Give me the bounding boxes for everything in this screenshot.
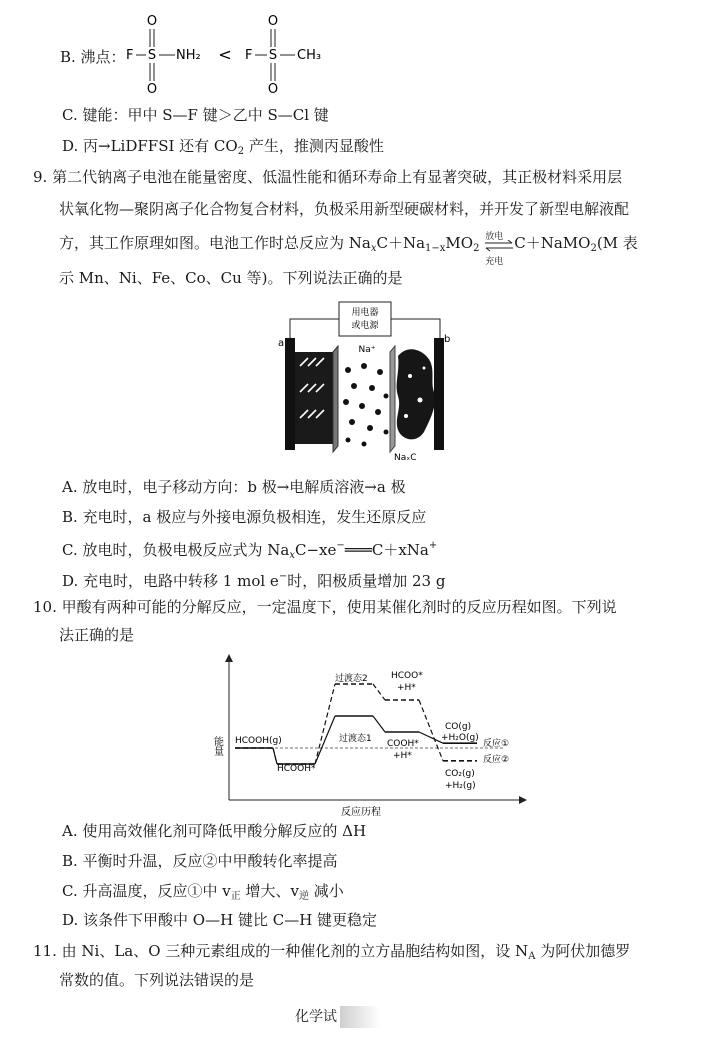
y-axis-arrow-icon: [225, 654, 233, 662]
q9-l3-e: (M 表: [596, 234, 638, 252]
q9-option-a: A. 放电时，电子移动方向：b 极→电解质溶液→a 极: [62, 478, 406, 496]
q8-d-text: D. 丙→LiDFFSI 还有 CO: [62, 137, 238, 155]
wire-left: [290, 319, 339, 338]
left-o-bottom: O: [146, 82, 158, 97]
q10-c-sub1: 正: [230, 891, 241, 902]
q9-l3-2: 2: [473, 243, 480, 254]
label-hcooh-ads: HCOOH*: [277, 764, 316, 774]
electrode-b-label: b: [444, 334, 451, 345]
q10-option-c: [62, 880, 344, 908]
device-label-2: 或电源: [351, 321, 379, 331]
label-prod2-a: CO₂(g): [445, 769, 475, 779]
left-nh2: NH₂: [176, 48, 201, 63]
naxc-label: NaₓC: [394, 453, 417, 463]
q9-c-x: x: [289, 550, 295, 561]
device-label-1: 用电器: [351, 308, 379, 318]
layered-cathode: [295, 352, 333, 444]
page-footer: 化学试: [295, 1009, 337, 1025]
electrode-a-label: a: [278, 338, 285, 349]
q10-option-a: A. 使用高效催化剂可降低甲酸分解反应的 ΔH: [62, 822, 367, 840]
battery-diagram: [270, 300, 460, 470]
q9-stem-line1: 9. 第二代钠离子电池在能量密度、低温性能和循环寿命上有显著突破，其正极材料采用层: [33, 168, 623, 186]
legend-reaction-1: 反应①: [483, 739, 510, 749]
q9-l3-d: C＋NaMO: [514, 234, 591, 252]
q10-c-c: 减小: [308, 882, 344, 900]
q10-c-a: C. 升高温度，反应①中 v: [62, 882, 231, 900]
left-s: S: [147, 48, 157, 63]
q9-c-minus: −: [336, 540, 345, 551]
q9-d-a: D. 充电时，电路中转移 1 mol e: [62, 572, 279, 590]
label-prod2-b: +H₂(g): [445, 781, 476, 791]
q9-l3-2b: 2: [590, 243, 597, 254]
label-hcooh-g: HCOOH(g): [235, 736, 282, 746]
arrow-top-label: 放电: [485, 232, 504, 242]
left-o-top: O: [146, 14, 158, 29]
q9-l3-a: 方，其工作原理如图。电池工作时总反应为 Na: [59, 234, 371, 252]
energy-connector-1-2: [373, 716, 385, 732]
q8-option-c: C. 键能：甲中 S—F 键＞乙中 S—Cl 键: [62, 106, 329, 124]
q11-l1-a: 11. 由 Ni、La、O 三种元素组成的一种催化剂的立方晶胞结构如图，设 N: [33, 942, 529, 960]
q9-option-d: [62, 566, 445, 592]
q9-l3-b: C＋Na: [376, 234, 426, 252]
q9-l3-sub: 1−x: [425, 243, 446, 254]
hard-carbon-anode: [397, 349, 435, 439]
q10-option-b: B. 平衡时升温，反应②中甲酸转化率提高: [62, 852, 338, 870]
q9-c-plus: +: [428, 540, 438, 551]
left-f: F: [126, 48, 134, 63]
q9-c-c: ═══C＋xNa: [344, 541, 429, 559]
energy-connector-1-3: [419, 732, 443, 743]
q8-d-sub: 2: [237, 146, 245, 157]
separator-right: [390, 346, 395, 452]
label-hcoo-1: HCOO*: [391, 671, 423, 681]
y-axis-label: 能量: [211, 736, 223, 756]
label-ts2: 过渡态2: [335, 674, 368, 684]
electrode-b: [434, 338, 444, 450]
q9-d-b: 时，阳极质量增加 23 g: [287, 572, 446, 590]
compare-sign: <: [218, 45, 232, 64]
q10-stem-line2: 法正确的是: [59, 626, 135, 644]
q11-l1-b: 为阿伏加德罗: [535, 942, 631, 960]
option-b-prefix: B. 沸点：: [60, 48, 126, 66]
separator-left: [333, 346, 338, 452]
q11-stem-line2: 常数的值。下列说法错误的是: [59, 971, 255, 989]
legend-reaction-2: 反应②: [483, 755, 510, 765]
wire-right: [391, 319, 440, 338]
q10-c-b: 增大、v: [240, 882, 299, 900]
x-axis-arrow-icon: [519, 796, 527, 804]
q11-l1-sub: A: [528, 951, 536, 962]
q9-option-b: B. 充电时，a 极应与外接电源负极相连，发生还原反应: [62, 508, 427, 526]
q9-stem-line3: [59, 232, 638, 267]
q9-stem-line2: 状氧化物—聚阴离子化合物复合材料，负极采用新型硬碳材料，并开发了新型电解液配: [59, 200, 630, 218]
label-hcoo-2: +H*: [397, 683, 416, 693]
q8-option-d: [62, 135, 384, 163]
label-prod1-b: +H₂O(g): [441, 733, 479, 743]
q10-stem-line1: 10. 甲酸有两种可能的分解反应，一定温度下，使用某催化剂时的反应历程如图。下列说: [33, 598, 617, 616]
q9-c-a: C. 放电时，负极电极反应式为 Na: [62, 541, 290, 559]
reversible-arrow: [484, 232, 514, 267]
q9-option-c: [62, 535, 437, 567]
label-prod1-a: CO(g): [445, 722, 472, 732]
x-axis-label: 反应历程: [341, 807, 381, 818]
right-o-top: O: [267, 14, 279, 29]
q11-stem-line1: [33, 940, 630, 968]
q10-c-sub2: 逆: [298, 891, 309, 902]
energy-connector-2-2: [373, 684, 385, 700]
footer-watermark-blur: [340, 1006, 380, 1028]
q9-c-b: C−xe: [294, 541, 337, 559]
energy-profile-chart: [205, 650, 535, 818]
right-f: F: [245, 48, 253, 63]
q8-d-text-2: 产生，推测丙显酸性: [244, 137, 384, 155]
na-ions: [343, 363, 389, 447]
label-cooh-1: COOH*: [387, 739, 419, 749]
q8-option-b: [60, 8, 345, 100]
sulfonyl-structures: [95, 8, 345, 100]
right-s: S: [268, 48, 278, 63]
electrode-a: [285, 338, 295, 450]
energy-series: [235, 684, 477, 764]
energy-connector-2-3: [419, 700, 443, 761]
right-o-bottom: O: [267, 82, 279, 97]
label-cooh-2: +H*: [393, 751, 412, 761]
label-ts1: 过渡态1: [339, 734, 372, 744]
right-ch3: CH₃: [297, 48, 322, 63]
q9-l3-c: MO: [445, 234, 474, 252]
na-ion-label: Na⁺: [358, 345, 376, 355]
q10-option-d: D. 该条件下甲酸中 O—H 键比 C—H 键更稳定: [62, 911, 378, 929]
q9-d-minus: −: [278, 571, 288, 582]
q9-stem-line4: 示 Mn、Ni、Fe、Co、Cu 等)。下列说法正确的是: [59, 269, 403, 287]
q9-l3-x: x: [370, 243, 377, 254]
arrow-bottom-label: 充电: [485, 257, 504, 267]
